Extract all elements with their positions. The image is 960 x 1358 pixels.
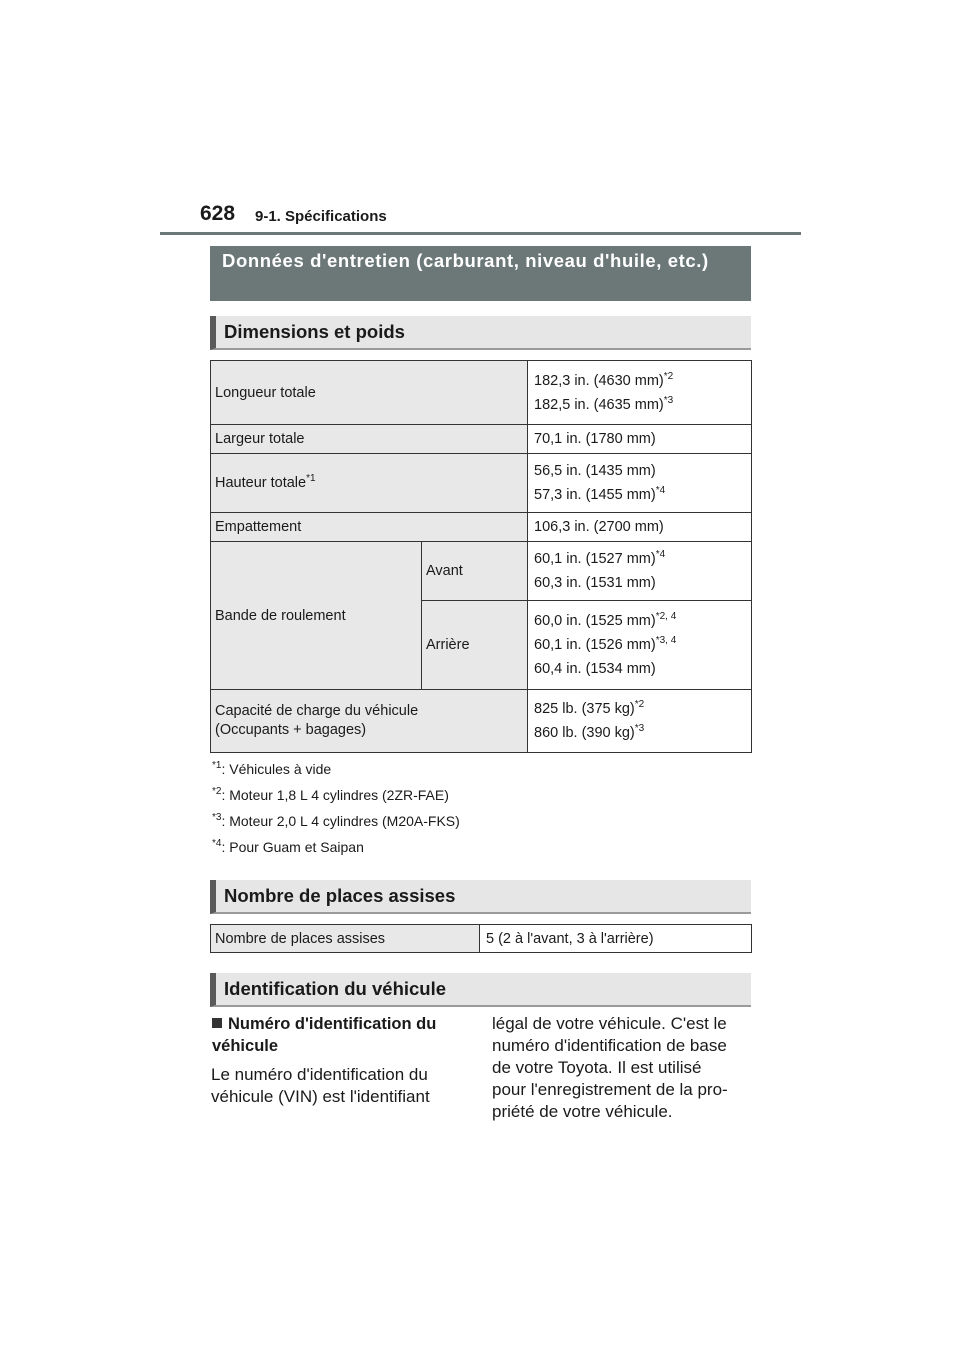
- maintenance-data-banner: Données d'entretien (carburant, niveau d'huile, etc.): [210, 246, 751, 301]
- row-label: Empattement: [211, 513, 528, 542]
- row-value: 56,5 in. (1435 mm) 57,3 in. (1455 mm)$^{*4}$: [528, 454, 752, 513]
- seats-table: [210, 924, 752, 953]
- row-value: 60,1 in. (1527 mm)$^{*4}$ 60,3 in. (1531 mm): [528, 542, 752, 601]
- seats-heading: Nombre de places assises: [210, 880, 751, 914]
- footnote: $^{*2}$: Moteur 1,8 L 4 cylindres (2ZR-FAE): [212, 786, 449, 803]
- table-row: [211, 690, 752, 753]
- row-label: Largeur totale: [211, 425, 528, 454]
- footnote: $^{*4}$: Pour Guam et Saipan: [212, 838, 364, 855]
- footnote: $^{*3}$: Moteur 2,0 L 4 cylindres (M20A-FKS): [212, 812, 460, 829]
- row-value: 106,3 in. (2700 mm): [528, 513, 752, 542]
- row-sublabel: Avant: [422, 542, 528, 601]
- row-label: Hauteur totale$^{*1}$: [211, 454, 528, 513]
- vin-subheading: Numéro d'identification du véhicule: [212, 1015, 437, 1055]
- dimensions-heading: Dimensions et poids: [210, 316, 751, 350]
- row-label: Longueur totale: [211, 361, 528, 425]
- row-label: Bande de roulement: [211, 542, 422, 690]
- table-row: [211, 513, 752, 542]
- row-value: 60,0 in. (1525 mm)$^{*2, 4}$ 60,1 in. (1526 mm)$^{*3, 4}$ 60,4 in. (1534 mm): [528, 601, 752, 690]
- identification-heading: Identification du véhicule: [210, 973, 751, 1007]
- row-value: 5 (2 à l'avant, 3 à l'arrière): [480, 925, 752, 953]
- square-bullet-icon: [212, 1018, 222, 1028]
- row-value: 182,3 in. (4630 mm)$^{*2}$ 182,5 in. (4635 mm)$^{*3}$: [528, 361, 752, 425]
- table-row: [211, 425, 752, 454]
- table-row: [211, 542, 752, 601]
- row-sublabel: Arrière: [422, 601, 528, 690]
- vin-text-left: Le numéro d'identification du véhicule (VIN) est l'identifiant: [211, 1065, 430, 1106]
- table-row: [211, 925, 752, 953]
- footnote: $^{*1}$: Véhicules à vide: [212, 760, 332, 777]
- vin-text-right: légal de votre véhicule. C'est le numéro d'identification de base de votre Toyota. Il est utilisé pour l'enregistrement de la pro- priété de votre véhicule.: [492, 1014, 728, 1121]
- table-row: [211, 361, 752, 425]
- dimensions-table: [210, 360, 752, 753]
- row-value: 825 lb. (375 kg)$^{*2}$ 860 lb. (390 kg)$^{*3}$: [528, 690, 752, 753]
- header-rule: [160, 232, 801, 235]
- row-label: Capacité de charge du véhicule (Occupants + bagages): [211, 690, 528, 753]
- row-value: 70,1 in. (1780 mm): [528, 425, 752, 454]
- section-label: 9-1. Spécifications: [255, 208, 387, 225]
- page-number: 628: [200, 202, 236, 225]
- table-row: [211, 454, 752, 513]
- row-label: Nombre de places assises: [211, 925, 480, 953]
